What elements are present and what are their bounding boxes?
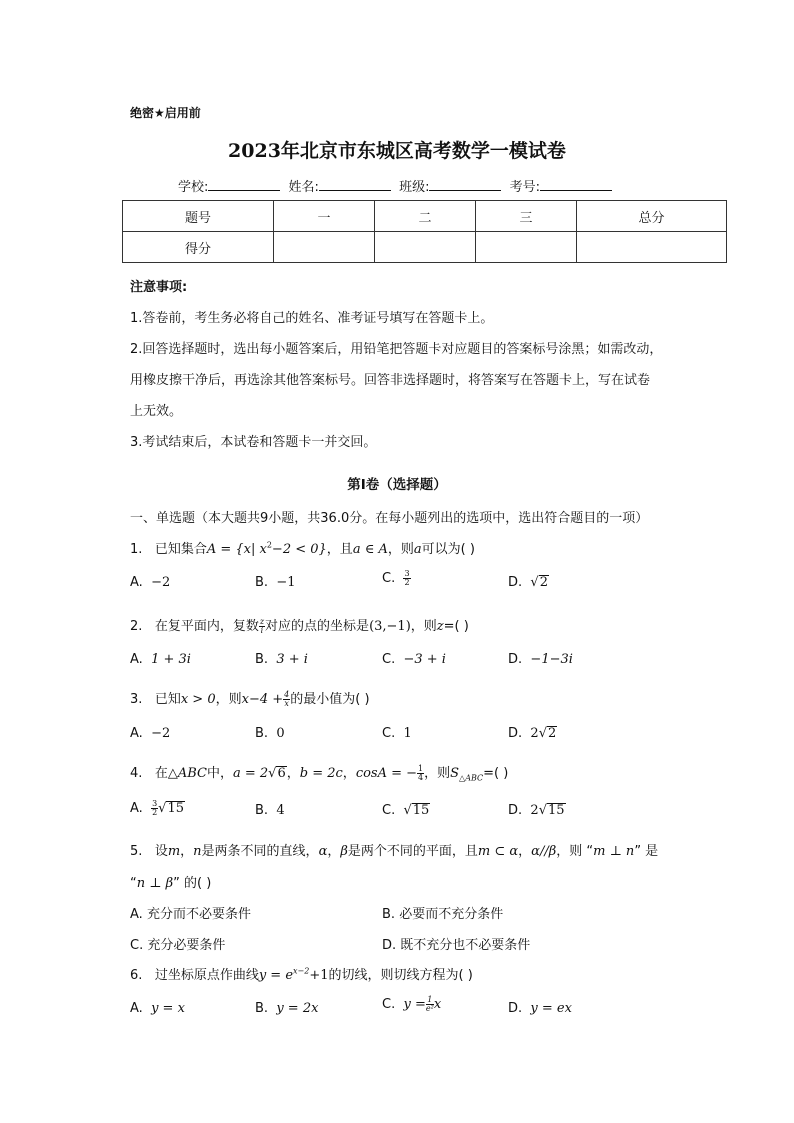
table-cell	[577, 232, 727, 263]
option-c[interactable]: C. 1	[382, 726, 412, 741]
table-cell	[476, 232, 577, 263]
class-field[interactable]	[429, 178, 501, 191]
question-6	[130, 964, 473, 983]
q-text: 设	[154, 844, 168, 859]
q-text: ，且	[326, 542, 353, 557]
exam-number-label: 考号:	[509, 180, 540, 195]
table-cell: 三	[476, 201, 577, 232]
q-math: α//β	[531, 844, 557, 859]
q-text: ，	[327, 844, 341, 859]
table-cell	[375, 232, 476, 263]
q-math: −2 < 0}	[271, 542, 327, 557]
question-number: 5.	[130, 844, 143, 859]
option-b[interactable]: B. y = 2x	[255, 1001, 319, 1016]
q-text: 的切线，则切线方程为( )	[328, 968, 473, 983]
section-title: 第Ⅰ卷（选择题）	[347, 477, 447, 493]
q-text: ，则	[410, 619, 437, 634]
option-d[interactable]: D. 2√15	[508, 803, 565, 818]
student-info	[0, 176, 794, 195]
q-math: 2	[266, 540, 272, 550]
option-d[interactable]: D. y = ex	[508, 1001, 572, 1016]
option-a[interactable]: A. −2	[130, 726, 171, 741]
q-text: ，则	[387, 542, 414, 557]
q-text: 是两条不同的直线，	[201, 844, 319, 859]
option-d[interactable]: D. √2	[508, 575, 548, 590]
q-math: △ABC	[459, 773, 484, 783]
option-b[interactable]: B. 0	[255, 726, 285, 741]
class-label: 班级:	[399, 180, 430, 195]
q-math: √	[268, 766, 277, 781]
exam-title: 2023年北京市东城区高考数学一模试卷	[228, 140, 566, 162]
confidential-tag: 绝密★启用前	[130, 106, 201, 120]
option-d[interactable]: D. 既不充分也不必要条件	[382, 938, 531, 953]
q-text: ” 是	[634, 844, 659, 859]
exam-number-field[interactable]	[540, 178, 612, 191]
q-text: ，则	[215, 692, 242, 707]
q-text: 可以为( )	[421, 542, 475, 557]
part-title: 一、单选题（本大题共9小题，共36.0分。在每小题列出的选项中，选出符合题目的一项）	[130, 511, 649, 526]
q-math: △ABC	[167, 766, 207, 781]
q-math: (3,−1)	[369, 619, 411, 634]
notes-line: 上无效。	[130, 404, 183, 419]
notes-line: 2.回答选择题时，选出每小题答案后，用铅笔把答题卡对应题目的答案标号涂黑；如需改动，	[130, 342, 663, 357]
q-math: x > 0	[180, 692, 216, 707]
q-math: A = {x| x	[206, 542, 267, 557]
q-text: =( )	[483, 766, 509, 781]
table-cell: 二	[375, 201, 476, 232]
q-math: z	[436, 619, 444, 634]
name-field[interactable]	[319, 178, 391, 191]
q-math: a	[413, 542, 422, 557]
q-text: ，则	[424, 766, 451, 781]
q-math: x−4 +	[241, 692, 284, 707]
q-math: n	[193, 844, 202, 859]
school-label: 学校:	[178, 180, 209, 195]
school-field[interactable]	[208, 178, 280, 191]
q-text: 在复平面内，复数	[154, 619, 259, 634]
q-math: cosA = −	[355, 766, 418, 781]
table-cell	[274, 232, 375, 263]
q-math: +1	[309, 968, 329, 983]
question-1	[130, 538, 475, 557]
q-text: 中，	[206, 766, 233, 781]
q-text: 在	[154, 766, 168, 781]
name-label: 姓名:	[288, 180, 319, 195]
option-b[interactable]: B. −1	[255, 575, 296, 590]
q-math: m ⊥ n	[593, 844, 635, 859]
table-cell: 得分	[123, 232, 274, 263]
option-b[interactable]: B. 4	[255, 803, 285, 818]
option-c[interactable]: C. y = $\frac{1}{\text{e²}}$ x	[382, 995, 442, 1013]
question-5-line-2	[130, 872, 211, 891]
option-a[interactable]: A. −2	[130, 575, 171, 590]
q-text: 已知	[154, 692, 181, 707]
question-number: 4.	[130, 766, 143, 781]
question-number: 1.	[130, 542, 143, 557]
q-text: ” 的( )	[173, 876, 212, 891]
notes-heading: 注意事项:	[130, 280, 188, 295]
option-b[interactable]: B. 必要而不充分条件	[382, 907, 504, 922]
q-text: ，	[286, 766, 300, 781]
option-c[interactable]: C. √15	[382, 803, 430, 818]
notes-line: 1.答卷前，考生务必将自己的姓名、准考证号填写在答题卡上。	[130, 311, 494, 326]
question-2: 2. 在复平面内，复数 $\frac{z}{i}$ 对应的点的坐标是(3,−1)，则z=( )	[130, 617, 469, 635]
q-math: a ∈ A	[352, 542, 388, 557]
table-cell: 一	[274, 201, 375, 232]
question-number: 2.	[130, 619, 143, 634]
q-math: b = 2c	[299, 766, 343, 781]
question-3: 3. 已知x > 0，则x−4 + $\frac{4}{x}$ 的最小值为( )	[130, 690, 370, 708]
option-a[interactable]: A. 1 + 3i	[130, 652, 191, 667]
q-text: 已知集合	[154, 542, 207, 557]
option-d[interactable]: D. 2√2	[508, 726, 557, 741]
q-text: ，	[518, 844, 532, 859]
q-text: 对应的点的坐标是	[265, 619, 370, 634]
q-math: 6	[277, 766, 286, 781]
option-d[interactable]: D. −1−3i	[508, 652, 573, 667]
q-math: α	[318, 844, 328, 859]
q-text: ，则 “	[556, 844, 594, 859]
q-math: β	[340, 844, 348, 859]
q-math: m ⊂ α	[477, 844, 519, 859]
q-math: m	[167, 844, 181, 859]
table-row	[123, 201, 727, 232]
table-row	[123, 232, 727, 263]
q-text: =( )	[443, 619, 469, 634]
q-text: 是两个不同的平面，且	[347, 844, 478, 859]
q-math: S	[450, 766, 460, 781]
table-cell: 总分	[577, 201, 727, 232]
q-text: 的最小值为( )	[290, 692, 370, 707]
question-number: 3.	[130, 692, 143, 707]
notes	[130, 272, 662, 458]
q-math: y = e	[258, 968, 294, 983]
q-text: ，	[342, 766, 356, 781]
q-math: n ⊥ β	[136, 876, 174, 891]
q-text: 过坐标原点作曲线	[154, 968, 259, 983]
option-a[interactable]: A. y = x	[130, 1001, 185, 1016]
q-math: a = 2	[232, 766, 269, 781]
option-c[interactable]: C. 充分必要条件	[130, 938, 226, 953]
q-math: x−2	[293, 966, 310, 976]
q-text: ，	[180, 844, 194, 859]
option-c[interactable]: C. −3 + i	[382, 652, 446, 667]
option-a[interactable]: A. $\frac{3}{2}$ √15	[130, 799, 184, 817]
question-number: 6.	[130, 968, 143, 983]
score-table	[122, 200, 727, 263]
q-text: “	[130, 876, 137, 891]
option-b[interactable]: B. 3 + i	[255, 652, 308, 667]
option-c[interactable]: C. $\frac{3}{2}$	[382, 569, 410, 587]
notes-line: 3.考试结束后，本试卷和答题卡一并交回。	[130, 435, 377, 450]
notes-line: 用橡皮擦干净后，再选涂其他答案标号。回答非选择题时，将答案写在答题卡上，写在试卷	[130, 373, 651, 388]
question-4: 4. 在△ABC中，a = 2√6，b = 2c，cosA = − $\frac{1}{4}$ ，则$S_{\triangle ABC}=$( )	[130, 764, 509, 783]
option-a[interactable]: A. 充分而不必要条件	[130, 907, 251, 922]
table-cell: 题号	[123, 201, 274, 232]
question-5	[130, 840, 658, 859]
